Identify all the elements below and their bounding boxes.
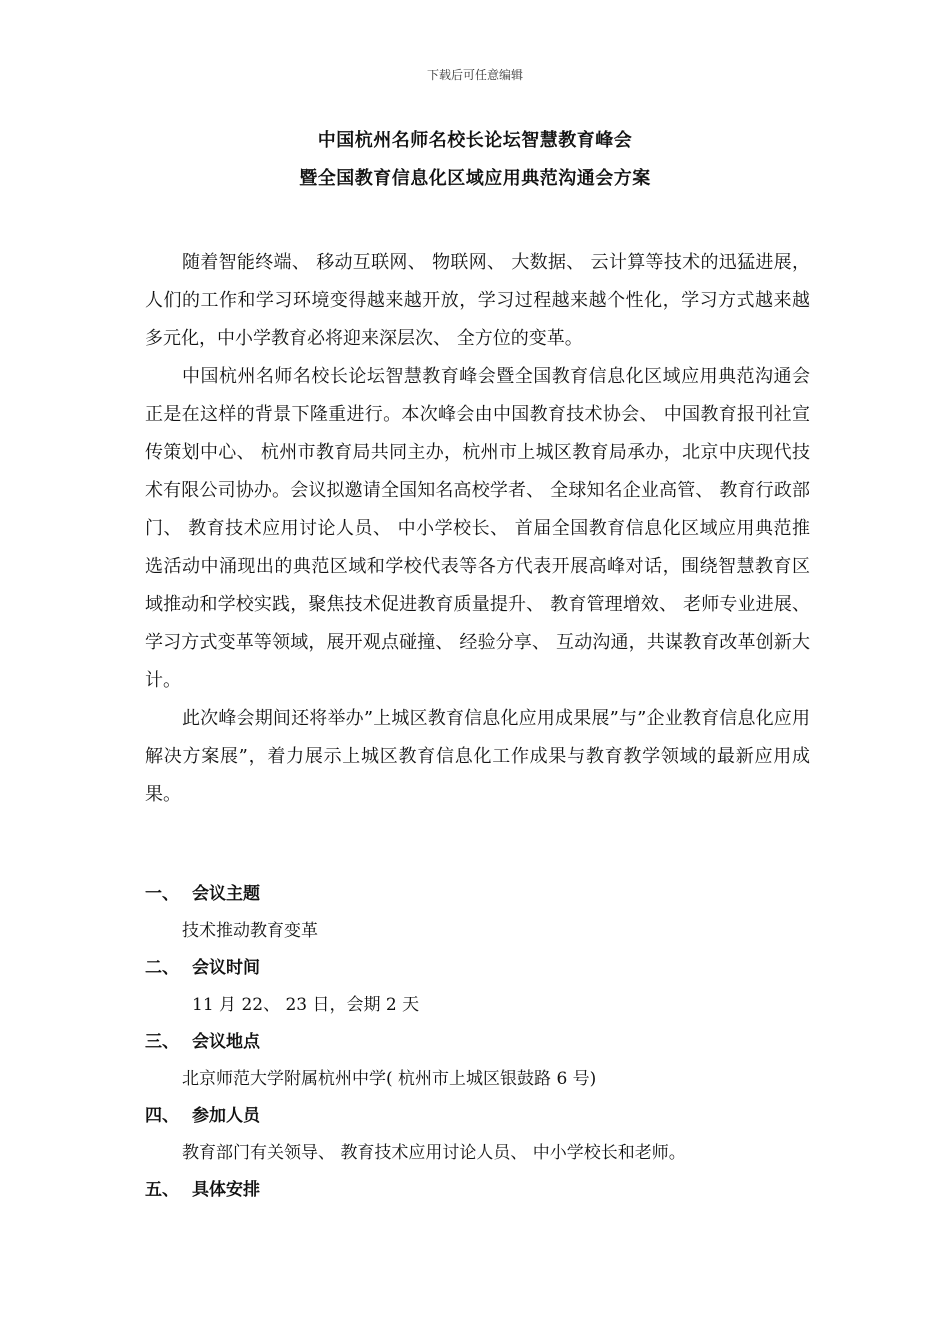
section-number: 五、 — [145, 1180, 179, 1200]
title-line-2: 暨全国教育信息化区域应用典范沟通会方案 — [299, 168, 651, 189]
section-heading-schedule — [145, 1172, 810, 1209]
section-number: 一、 — [145, 884, 179, 904]
paragraph-summit-overview: 中国杭州名师名校长论坛智慧教育峰会暨全国教育信息化区域应用典范沟通会正是在这样的背景下隆重进行。本次峰会由中国教育技术协会、 中国教育报刊社宣传策划中心、 杭州市教育局共同主办，杭州市上城区教育局承办，北京中庆现代技术有限公司协办。会议拟邀请全国知名高校学者、 全球知名企业高管、 教育行政部门、 教育技术应用讨论人员、 中小学校长、 首届全国教育信息化区域应用典范推选活动中涌现出的典范区域和学校代表等各方代表开展高峰对话，围绕智慧教育区域推动和学校实践，聚焦技术促进教育质量提升、 教育管理增效、 老师专业进展、 学习方式变革等领域，展开观点碰撞、 经验分享、 互动沟通，共谋教育改革创新大计。 — [145, 366, 810, 691]
section-title: 会议地点 — [192, 1032, 260, 1052]
section-heading-participants — [145, 1098, 810, 1135]
section-content-venue: 北京师范大学附属杭州中学( 杭州市上城区银鼓路 6 号) — [182, 1069, 597, 1089]
section-number: 四、 — [145, 1106, 179, 1126]
section-content-theme: 技术推动教育变革 — [182, 921, 318, 941]
page-header-note: 下载后可任意编辑 — [426, 68, 523, 82]
section-title: 参加人员 — [192, 1106, 260, 1126]
section-number: 二、 — [145, 958, 179, 978]
agenda-sections — [145, 876, 810, 1209]
section-title: 会议时间 — [192, 958, 260, 978]
section-title: 会议主题 — [192, 884, 260, 904]
section-heading-theme — [145, 876, 810, 913]
paragraph-exhibitions: 此次峰会期间还将举办”上城区教育信息化应用成果展”与”企业教育信息化应用解决方案展”，着力展示上城区教育信息化工作成果与教育教学领域的最新应用成果。 — [145, 708, 810, 805]
section-number: 三、 — [145, 1032, 179, 1052]
section-title: 具体安排 — [192, 1180, 260, 1200]
document-body — [145, 244, 810, 814]
document-title — [0, 122, 950, 198]
section-heading-time — [145, 950, 810, 987]
section-content-time: 11 月 22、 23 日，会期 2 天 — [192, 995, 420, 1015]
title-line-1: 中国杭州名师名校长论坛智慧教育峰会 — [317, 130, 633, 151]
section-content-participants: 教育部门有关领导、 教育技术应用讨论人员、 中小学校长和老师。 — [182, 1143, 686, 1163]
paragraph-intro: 随着智能终端、 移动互联网、 物联网、 大数据、 云计算等技术的迅猛进展，人们的工作和学习环境变得越来越开放，学习过程越来越个性化，学习方式越来越多元化，中小学教育必将迎来深层次、 全方位的变革。 — [145, 252, 810, 349]
section-heading-venue — [145, 1024, 810, 1061]
